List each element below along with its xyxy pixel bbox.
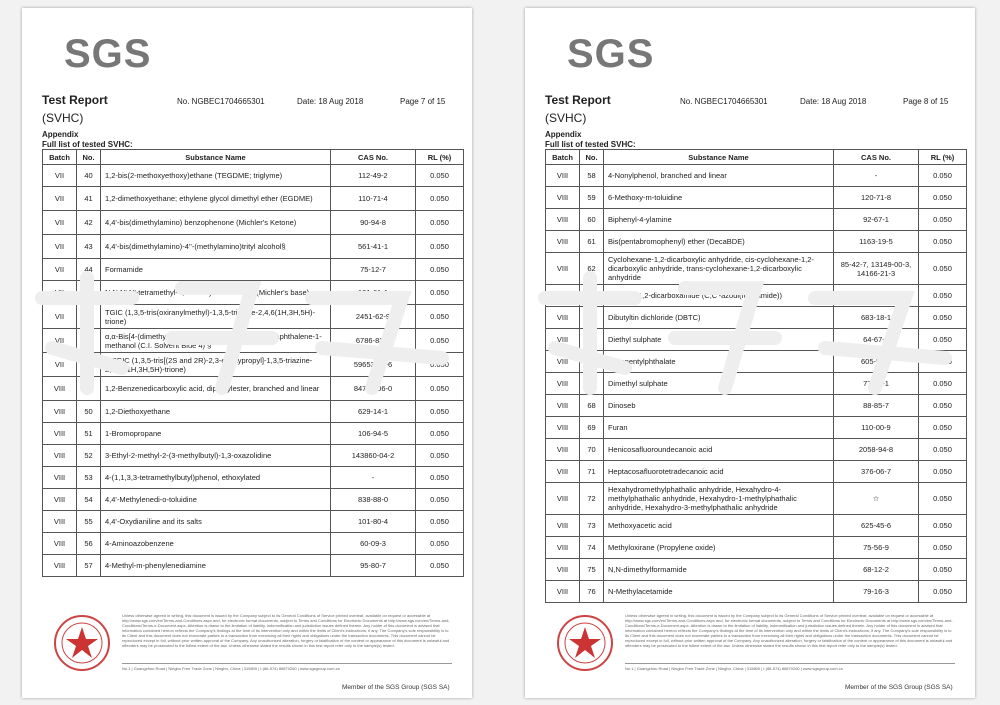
cas-number-cell: 101-61-1	[331, 281, 416, 305]
cas-number-cell: -	[331, 467, 416, 489]
batch-cell: VIII	[546, 395, 580, 417]
table-row	[43, 401, 464, 423]
reporting-limit-cell: 0.050	[919, 581, 967, 603]
substance-name-cell: Diazene-1,2-dicarboxamide (C,C'-azodi(formamide))	[604, 285, 834, 307]
cas-number-cell: 110-00-9	[834, 417, 919, 439]
substance-name-cell: Formamide	[101, 259, 331, 281]
cas-number-cell: 120-71-8	[834, 187, 919, 209]
substance-name-cell: Furan	[604, 417, 834, 439]
substance-name-cell: 4,4'-bis(dimethylamino) benzophenone (Michler's Ketone)	[101, 211, 331, 235]
cas-number-cell: 85-42-7, 13149-00-3, 14166-21-3	[834, 253, 919, 285]
batch-cell: VII	[43, 235, 77, 259]
batch-cell: VIII	[43, 377, 77, 401]
batch-cell: VIII	[546, 559, 580, 581]
reporting-limit-cell: 0.050	[416, 187, 464, 211]
legal-disclaimer: Unless otherwise agreed in writing, this document is issued by the Company subject to its General Conditions of Service printed overleaf, available on request or accessible at http://www.sgs.com/en/Terms-and-Conditions.aspx and, for electronic format documents, subject to Terms and Conditions for Electronic Documents at http://www.sgs.com/en/Terms-and-Conditions/Terms-e-Document.aspx. Attention is drawn to the limitation of liability, indemnification and jurisdiction issues defined therein. Any holder of this document is advised that information contained hereon reflects the Company's findings at the time of its intervention only and within the limits of Client's instructions, if any. The Company's sole responsibility is to its Client and this document does not exonerate parties to a transaction from exercising all their rights and obligations under the transaction documents. This document cannot be reproduced except in full, without prior written approval of the Company. Any unauthorized alteration, forgery or falsification of the content or appearance of this document is unlawful and offenders may be prosecuted to the fullest extent of the law. Unless otherwise stated the results shown in this test report refer only to the sample(s) tested.	[625, 613, 953, 648]
cas-number-cell: 561-41-1	[331, 235, 416, 259]
reporting-limit-cell: 0.050	[919, 395, 967, 417]
substance-name-cell: α,α-Bis[4-(dimethylamino)phenyl]-4 (phenylamino)naphthalene-1-methanol (C.I. Solvent Blue 4) §	[101, 329, 331, 353]
batch-cell: VII	[43, 165, 77, 187]
table-row	[546, 417, 967, 439]
reporting-limit-cell: 0.050	[919, 253, 967, 285]
number-cell: 62	[580, 253, 604, 285]
svhc-table	[545, 149, 967, 603]
number-cell: 55	[77, 511, 101, 533]
cas-number-cell: 88-85-7	[834, 395, 919, 417]
table-row	[546, 581, 967, 603]
substance-name-cell: 6-Methoxy-m-toluidine	[604, 187, 834, 209]
batch-cell: VIII	[546, 351, 580, 373]
reporting-limit-cell: 0.050	[919, 559, 967, 581]
reporting-limit-cell: 0.050	[919, 351, 967, 373]
number-cell: 59	[580, 187, 604, 209]
number-cell: 68	[580, 395, 604, 417]
list-title: Full list of tested SVHC:	[545, 140, 636, 149]
cas-number-cell: 683-18-1	[834, 307, 919, 329]
table-row	[43, 511, 464, 533]
substance-name-cell: 4,4'-Oxydianiline and its salts	[101, 511, 331, 533]
batch-cell: VII	[43, 259, 77, 281]
reporting-limit-cell: 0.050	[416, 353, 464, 377]
reporting-limit-cell: 0.050	[919, 461, 967, 483]
number-cell: 49	[77, 377, 101, 401]
table-row	[546, 209, 967, 231]
appendix-heading	[42, 130, 133, 150]
number-cell: 50	[77, 401, 101, 423]
number-cell: 61	[580, 231, 604, 253]
reporting-limit-cell: 0.050	[416, 165, 464, 187]
table-row	[43, 377, 464, 401]
number-cell: 42	[77, 211, 101, 235]
reporting-limit-cell: 0.050	[416, 555, 464, 577]
batch-cell: VII	[43, 305, 77, 329]
batch-cell: VII	[43, 211, 77, 235]
substance-name-cell: 1,2-dimethoxyethane; ethylene glycol dimethyl ether (EGDME)	[101, 187, 331, 211]
batch-cell: VIII	[546, 253, 580, 285]
table-row	[43, 555, 464, 577]
batch-cell: VIII	[43, 401, 77, 423]
substance-name-cell: 4-(1,1,3,3-tetramethylbutyl)phenol, ethoxylated	[101, 467, 331, 489]
substance-name-cell: 4,4'-Methylenedi-o-toluidine	[101, 489, 331, 511]
cas-number-cell: 2451-62-9	[331, 305, 416, 329]
batch-cell: VIII	[43, 533, 77, 555]
reporting-limit-cell: 0.050	[919, 307, 967, 329]
number-cell: 64	[580, 307, 604, 329]
column-header: Batch	[43, 150, 77, 165]
substance-name-cell: Methoxyacetic acid	[604, 515, 834, 537]
number-cell: 75	[580, 559, 604, 581]
reporting-limit-cell: 0.050	[416, 401, 464, 423]
table-row	[43, 211, 464, 235]
batch-cell: VIII	[546, 187, 580, 209]
batch-cell: VIII	[546, 483, 580, 515]
number-cell: 53	[77, 467, 101, 489]
number-cell: 71	[580, 461, 604, 483]
cas-number-cell: 101-80-4	[331, 511, 416, 533]
table-row	[43, 165, 464, 187]
cas-number-cell: 60-09-3	[331, 533, 416, 555]
substance-name-cell: 4-Nonylphenol, branched and linear	[604, 165, 834, 187]
table-row	[43, 467, 464, 489]
legal-disclaimer: Unless otherwise agreed in writing, this document is issued by the Company subject to its General Conditions of Service printed overleaf, available on request or accessible at http://www.sgs.com/en/Terms-and-Conditions.aspx and, for electronic format documents, subject to Terms and Conditions for Electronic Documents at http://www.sgs.com/en/Terms-and-Conditions/Terms-e-Document.aspx. Attention is drawn to the limitation of liability, indemnification and jurisdiction issues defined therein. Any holder of this document is advised that information contained hereon reflects the Company's findings at the time of its intervention only and within the limits of Client's instructions, if any. The Company's sole responsibility is to its Client and this document does not exonerate parties to a transaction from exercising all their rights and obligations under the transaction documents. This document cannot be reproduced except in full, without prior written approval of the Company. Any unauthorized alteration, forgery or falsification of the content or appearance of this document is unlawful and offenders may be prosecuted to the fullest extent of the law. Unless otherwise stated the results shown in this test report refer only to the sample(s) tested.	[122, 613, 450, 648]
cas-number-cell: 68-12-2	[834, 559, 919, 581]
reporting-limit-cell: 0.050	[919, 165, 967, 187]
batch-cell: VIII	[546, 537, 580, 559]
table-row	[546, 307, 967, 329]
report-page-7	[22, 8, 472, 698]
batch-cell: VIII	[546, 461, 580, 483]
substance-name-cell: Heptacosafluorotetradecanoic acid	[604, 461, 834, 483]
number-cell: 40	[77, 165, 101, 187]
sgs-logo: SGS	[64, 32, 152, 76]
number-cell: 56	[77, 533, 101, 555]
table-row	[546, 395, 967, 417]
table-row	[546, 351, 967, 373]
reporting-limit-cell: 0.050	[416, 259, 464, 281]
number-cell: 72	[580, 483, 604, 515]
table-row	[546, 537, 967, 559]
reporting-limit-cell: 0.050	[919, 537, 967, 559]
batch-cell: VII	[43, 353, 77, 377]
cas-number-cell: 605-50-5	[834, 351, 919, 373]
sgs-seal-stamp	[555, 613, 615, 673]
number-cell: 66	[580, 351, 604, 373]
reporting-limit-cell: 0.050	[919, 285, 967, 307]
table-row	[546, 165, 967, 187]
substance-name-cell: Dibutyltin dichloride (DBTC)	[604, 307, 834, 329]
number-cell: 57	[77, 555, 101, 577]
column-header: RL (%)	[416, 150, 464, 165]
number-cell: 60	[580, 209, 604, 231]
reporting-limit-cell: 0.050	[919, 187, 967, 209]
number-cell: 74	[580, 537, 604, 559]
substance-name-cell: Diisopentylphthalate	[604, 351, 834, 373]
reporting-limit-cell: 0.050	[416, 467, 464, 489]
cas-number-cell: 59653-74-6	[331, 353, 416, 377]
number-cell: 52	[77, 445, 101, 467]
cas-number-cell: 90-94-8	[331, 211, 416, 235]
batch-cell: VIII	[546, 165, 580, 187]
table-row	[546, 515, 967, 537]
cas-number-cell: 92-67-1	[834, 209, 919, 231]
reporting-limit-cell: 0.050	[416, 533, 464, 555]
batch-cell: VIII	[546, 417, 580, 439]
cas-number-cell: 75-56-9	[834, 537, 919, 559]
substance-name-cell: N,N,N',N'-tetramethyl-4,4'-methylenedianiline (Michler's base)	[101, 281, 331, 305]
table-row	[546, 285, 967, 307]
reporting-limit-cell: 0.050	[416, 423, 464, 445]
appendix-heading	[545, 130, 636, 150]
substance-name-cell: Hexahydromethylphathalic anhydride, Hexahydro-4-methylphathalic anhydride, Hexahydro-1-methylphathalic anhydride, Hexahydro-3-methylphathalic anhydride	[604, 483, 834, 515]
number-cell: 63	[580, 285, 604, 307]
reporting-limit-cell: 0.050	[919, 483, 967, 515]
column-header: RL (%)	[919, 150, 967, 165]
table-row	[43, 445, 464, 467]
reporting-limit-cell: 0.050	[919, 329, 967, 351]
batch-cell: VIII	[43, 511, 77, 533]
table-row	[43, 489, 464, 511]
table-row	[43, 187, 464, 211]
substance-name-cell: Biphenyl-4-ylamine	[604, 209, 834, 231]
report-title: Test Report	[42, 93, 108, 107]
cas-number-cell: 79-16-3	[834, 581, 919, 603]
cas-number-cell: 123-77-3	[834, 285, 919, 307]
batch-cell: VIII	[546, 285, 580, 307]
reporting-limit-cell: 0.050	[416, 329, 464, 353]
table-row	[43, 329, 464, 353]
substance-name-cell: 3-Ethyl-2-methyl-2-(3-methylbutyl)-1,3-oxazolidine	[101, 445, 331, 467]
table-header-row	[546, 150, 967, 165]
table-row	[43, 423, 464, 445]
batch-cell: VIII	[546, 307, 580, 329]
report-number: No. NGBEC1704665301	[680, 97, 768, 106]
batch-cell: VII	[43, 281, 77, 305]
number-cell: 54	[77, 489, 101, 511]
table-row	[546, 373, 967, 395]
table-row	[546, 231, 967, 253]
table-row	[43, 305, 464, 329]
number-cell: 48	[77, 353, 101, 377]
table-row	[546, 439, 967, 461]
report-page-8	[525, 8, 975, 698]
substance-name-cell: Methyloxirane (Propylene oxide)	[604, 537, 834, 559]
column-header: Substance Name	[101, 150, 331, 165]
reporting-limit-cell: 0.050	[416, 489, 464, 511]
reporting-limit-cell: 0.050	[919, 231, 967, 253]
appendix-label: Appendix	[42, 130, 79, 139]
cas-number-cell: 106-94-5	[331, 423, 416, 445]
number-cell: 65	[580, 329, 604, 351]
substance-name-cell: 1,2-Diethoxyethane	[101, 401, 331, 423]
number-cell: 76	[580, 581, 604, 603]
table-row	[43, 235, 464, 259]
batch-cell: VIII	[546, 515, 580, 537]
table-row	[546, 483, 967, 515]
substance-name-cell: Bis(pentabromophenyl) ether (DecaBDE)	[604, 231, 834, 253]
reporting-limit-cell: 0.050	[416, 511, 464, 533]
batch-cell: VII	[43, 329, 77, 353]
cas-number-cell: 110-71-4	[331, 187, 416, 211]
number-cell: 70	[580, 439, 604, 461]
cas-number-cell: -	[834, 165, 919, 187]
sgs-logo: SGS	[567, 32, 655, 76]
substance-name-cell: β-TGIC (1,3,5-tris[(2S and 2R)-2,3-epoxypropyl]-1,3,5-triazine-2,4,6-(1H,3H,5H)-trione)	[101, 353, 331, 377]
batch-cell: VIII	[546, 231, 580, 253]
appendix-label: Appendix	[545, 130, 582, 139]
reporting-limit-cell: 0.050	[919, 373, 967, 395]
report-date: Date: 18 Aug 2018	[297, 97, 364, 106]
cas-number-cell: 112-49-2	[331, 165, 416, 187]
substance-name-cell: 4-Methyl-m-phenylenediamine	[101, 555, 331, 577]
svhc-table	[42, 149, 464, 577]
substance-name-cell: 4,4'-bis(dimethylamino)-4''-(methylamino)trityl alcohol§	[101, 235, 331, 259]
number-cell: 69	[580, 417, 604, 439]
company-address: No.1 | Guangzhou Road | Ningbo Free Trade Zone | Ningbo, China | 315800 | t (86-574) 86870260 | www.sgsgroup.com.cn	[122, 663, 452, 671]
table-row	[43, 533, 464, 555]
number-cell: 45	[77, 281, 101, 305]
substance-name-cell: Diethyl sulphate	[604, 329, 834, 351]
reporting-limit-cell: 0.050	[416, 377, 464, 401]
column-header: CAS No.	[331, 150, 416, 165]
batch-cell: VIII	[546, 581, 580, 603]
table-row	[546, 253, 967, 285]
number-cell: 46	[77, 305, 101, 329]
reporting-limit-cell: 0.050	[416, 235, 464, 259]
cas-number-cell: 376-06-7	[834, 461, 919, 483]
table-header-row	[43, 150, 464, 165]
cas-number-cell: 84777-06-0	[331, 377, 416, 401]
sgs-member-note: Member of the SGS Group (SGS SA)	[845, 684, 953, 691]
table-row	[546, 187, 967, 209]
number-cell: 58	[580, 165, 604, 187]
cas-number-cell: 2058-94-8	[834, 439, 919, 461]
substance-name-cell: TGIC (1,3,5-tris(oxiranylmethyl)-1,3,5-triazine-2,4,6(1H,3H,5H)-trione)	[101, 305, 331, 329]
cas-number-cell: 95-80-7	[331, 555, 416, 577]
report-date: Date: 18 Aug 2018	[800, 97, 867, 106]
reporting-limit-cell: 0.050	[919, 439, 967, 461]
cas-number-cell: 838-88-0	[331, 489, 416, 511]
reporting-limit-cell: 0.050	[919, 417, 967, 439]
batch-cell: VIII	[43, 489, 77, 511]
column-header: No.	[77, 150, 101, 165]
number-cell: 41	[77, 187, 101, 211]
substance-name-cell: N-Methylacetamide	[604, 581, 834, 603]
sgs-seal-stamp	[52, 613, 112, 673]
cas-number-cell: ☆	[834, 483, 919, 515]
substance-name-cell: N,N-dimethylformamide	[604, 559, 834, 581]
substance-name-cell: Cyclohexane-1,2-dicarboxylic anhydride, cis-cyclohexane-1,2-dicarboxylic anhydride, trans-cyclohexane-1,2-dicarboxylic anhydride	[604, 253, 834, 285]
column-header: CAS No.	[834, 150, 919, 165]
batch-cell: VIII	[546, 373, 580, 395]
reporting-limit-cell: 0.050	[416, 445, 464, 467]
table-row	[43, 259, 464, 281]
table-row	[546, 559, 967, 581]
page-number: Page 7 of 15	[400, 97, 446, 106]
list-title: Full list of tested SVHC:	[42, 140, 133, 149]
substance-name-cell: 4-Aminoazobenzene	[101, 533, 331, 555]
reporting-limit-cell: 0.050	[919, 209, 967, 231]
page-number: Page 8 of 15	[903, 97, 949, 106]
batch-cell: VIII	[43, 423, 77, 445]
column-header: Batch	[546, 150, 580, 165]
table-row	[546, 329, 967, 351]
report-subtitle: (SVHC)	[42, 111, 84, 125]
batch-cell: VIII	[546, 209, 580, 231]
report-title: Test Report	[545, 93, 611, 107]
reporting-limit-cell: 0.050	[919, 515, 967, 537]
cas-number-cell: 75-12-7	[331, 259, 416, 281]
company-address: No.1 | Guangzhou Road | Ningbo Free Trade Zone | Ningbo, China | 315800 | t (86-574) 86870260 | www.sgsgroup.com.cn	[625, 663, 955, 671]
cas-number-cell: 6786-83-0	[331, 329, 416, 353]
number-cell: 67	[580, 373, 604, 395]
column-header: Substance Name	[604, 150, 834, 165]
substance-name-cell: Dimethyl sulphate	[604, 373, 834, 395]
number-cell: 47	[77, 329, 101, 353]
cas-number-cell: 1163-19-5	[834, 231, 919, 253]
cas-number-cell: 629-14-1	[331, 401, 416, 423]
batch-cell: VIII	[43, 467, 77, 489]
batch-cell: VIII	[546, 439, 580, 461]
cas-number-cell: 64-67-5	[834, 329, 919, 351]
batch-cell: VIII	[43, 555, 77, 577]
cas-number-cell: 625-45-6	[834, 515, 919, 537]
substance-name-cell: 1-Bromopropane	[101, 423, 331, 445]
number-cell: 73	[580, 515, 604, 537]
batch-cell: VIII	[43, 445, 77, 467]
sgs-member-note: Member of the SGS Group (SGS SA)	[342, 684, 450, 691]
table-row	[43, 281, 464, 305]
number-cell: 43	[77, 235, 101, 259]
report-number: No. NGBEC1704665301	[177, 97, 265, 106]
number-cell: 44	[77, 259, 101, 281]
cas-number-cell: 77-78-1	[834, 373, 919, 395]
reporting-limit-cell: 0.050	[416, 211, 464, 235]
substance-name-cell: 1,2-bis(2-methoxyethoxy)ethane (TEGDME; triglyme)	[101, 165, 331, 187]
number-cell: 51	[77, 423, 101, 445]
table-row	[546, 461, 967, 483]
substance-name-cell: Henicosafluoroundecanoic acid	[604, 439, 834, 461]
reporting-limit-cell: 0.050	[416, 281, 464, 305]
cas-number-cell: 143860-04-2	[331, 445, 416, 467]
batch-cell: VII	[43, 187, 77, 211]
report-subtitle: (SVHC)	[545, 111, 587, 125]
substance-name-cell: 1,2-Benzenedicarboxylic acid, dipentylester, branched and linear	[101, 377, 331, 401]
table-row	[43, 353, 464, 377]
batch-cell: VIII	[546, 329, 580, 351]
substance-name-cell: Dinoseb	[604, 395, 834, 417]
column-header: No.	[580, 150, 604, 165]
reporting-limit-cell: 0.050	[416, 305, 464, 329]
